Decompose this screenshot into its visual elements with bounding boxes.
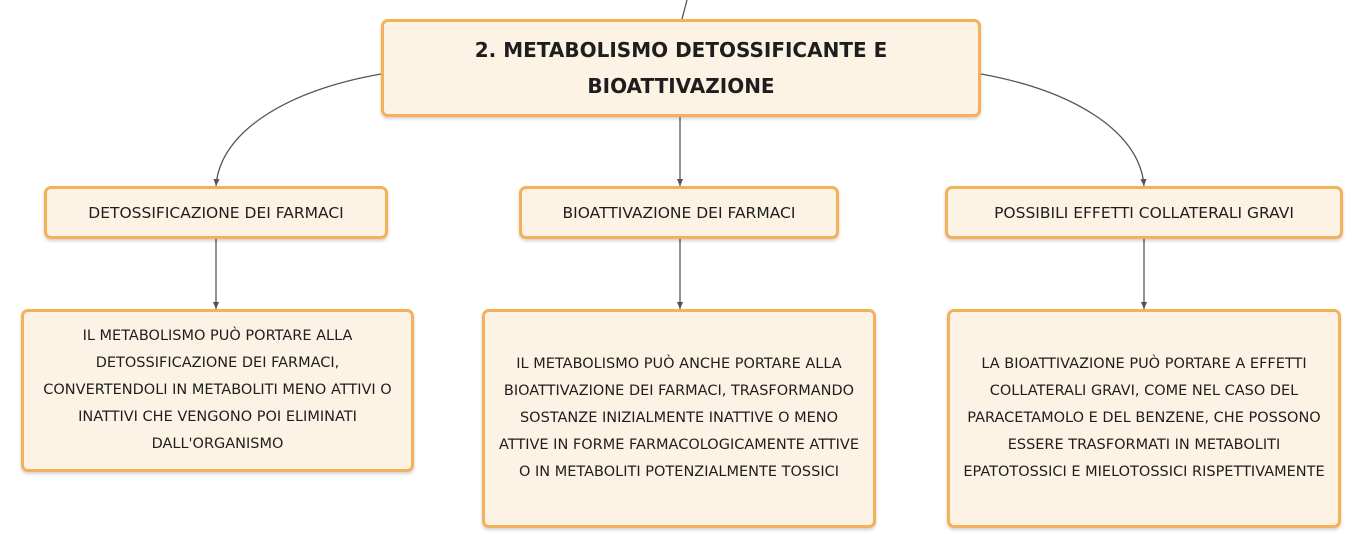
branch-node-effetti-collaterali[interactable] — [945, 186, 1343, 239]
branch-node-bioattivazione[interactable] — [519, 186, 839, 239]
branch-node-label: DETOSSIFICAZIONE DEI FARMACI — [88, 203, 344, 222]
detail-node-bioattivazione[interactable] — [482, 309, 876, 528]
branch-node-label: POSSIBILI EFFETTI COLLATERALI GRAVI — [994, 203, 1294, 222]
root-node-label: 2. METABOLISMO DETOSSIFICANTE E BIOATTIVAZIONE — [474, 38, 888, 98]
connector-parent-to-root — [682, 0, 687, 19]
detail-node-detossificazione[interactable] — [21, 309, 414, 472]
connector-root-to-branch-1 — [216, 74, 381, 186]
detail-node-text: IL METABOLISMO PUÒ ANCHE PORTARE ALLA BIOATTIVAZIONE DEI FARMACI, TRASFORMANDO SOSTANZE INIZIALMENTE INATTIVE O MENO ATTIVE IN FORME FARMACOLOGICAMENTE ATTIVE O IN METABOLITI POTENZIALMENTE TOSSICI — [498, 356, 860, 480]
root-node[interactable] — [381, 19, 981, 117]
branch-node-label: BIOATTIVAZIONE DEI FARMACI — [562, 203, 796, 222]
detail-node-text: IL METABOLISMO PUÒ PORTARE ALLA DETOSSIFICAZIONE DEI FARMACI, CONVERTENDOLI IN METABOLITI MENO ATTIVI O INATTIVI CHE VENGONO POI ELIMINATI DALL'ORGANISMO — [43, 328, 392, 452]
branch-node-detossificazione[interactable] — [44, 186, 388, 239]
detail-node-effetti-collaterali[interactable] — [947, 309, 1341, 528]
connector-root-to-branch-3 — [981, 74, 1144, 186]
detail-node-text: LA BIOATTIVAZIONE PUÒ PORTARE A EFFETTI COLLATERALI GRAVI, COME NEL CASO DEL PARACETAMOLO E DEL BENZENE, CHE POSSONO ESSERE TRASFORMATI IN METABOLITI EPATOTOSSICI E MIELOTOSSICI RISPETTIVAMENTE — [963, 356, 1325, 480]
